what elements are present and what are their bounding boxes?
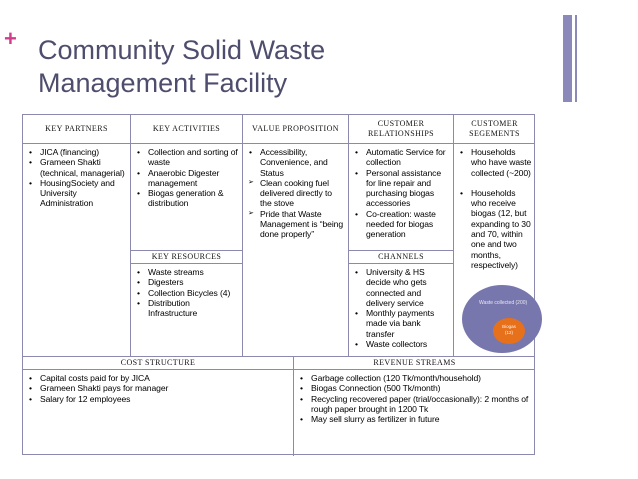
key-activities-item: • Biogas generation & distribution — [136, 188, 239, 209]
key-resources-item: • Digesters — [136, 277, 239, 287]
key-partners-block — [23, 115, 130, 357]
cost-structure-item: • Grameen Shakti pays for manager — [28, 383, 290, 393]
key-resources-header: KEY RESOURCES — [131, 251, 242, 264]
key-activities-item: • Anaerobic Digester management — [136, 168, 239, 189]
waste-collected-label: Waste collected (200) — [479, 300, 528, 306]
key-partners-list — [23, 144, 130, 209]
customer-relationships-item: • Automatic Service for collection — [354, 147, 450, 168]
key-resources-item: • Waste streams — [136, 267, 239, 277]
slide-title — [38, 34, 538, 100]
channels-block — [348, 250, 453, 357]
title-line-2: Management Facility — [38, 68, 288, 98]
revenue-streams-item: • Biogas Connection (500 Tk/month) — [299, 383, 532, 393]
revenue-streams-item: • Garbage collection (120 Tk/month/household) — [299, 373, 532, 383]
value-proposition-item: • Accessibility, Convenience, and Status — [248, 147, 345, 178]
value-proposition-header: VALUE PROPOSITION — [243, 115, 348, 144]
customer-segments-header: CUSTOMER SEGEMENTS — [454, 115, 535, 144]
customer-relationships-item: • Personal assistance for line repair and purchasing biogas accessories — [354, 168, 450, 209]
key-partners-item: • HousingSociety and University Administration — [28, 178, 127, 209]
customer-relationships-header: CUSTOMER RELATIONSHIPS — [349, 115, 453, 144]
biogas-bubble — [493, 318, 525, 344]
key-activities-header: KEY ACTIVITIES — [131, 115, 242, 144]
key-resources-item: • Distribution Infrastructure — [136, 298, 239, 319]
cost-structure-item: • Salary for 12 employees — [28, 394, 290, 404]
cost-structure-item: • Capital costs paid for by JICA — [28, 373, 290, 383]
revenue-streams-list — [294, 370, 535, 424]
value-proposition-item: ➢ Clean cooking fuel delivered directly to the stove — [248, 178, 345, 209]
customer-segments-list — [454, 144, 535, 270]
cost-structure-list — [23, 370, 293, 404]
revenue-streams-header: REVENUE STREAMS — [294, 357, 535, 370]
channels-list — [349, 264, 453, 349]
key-resources-item: • Collection Bicycles (4) — [136, 288, 239, 298]
value-proposition-list — [243, 144, 348, 240]
key-activities-item: • Collection and sorting of waste — [136, 147, 239, 168]
key-resources-list — [131, 264, 242, 318]
key-resources-block — [130, 250, 242, 357]
customer-segments-item: • Households who have waste collected (~200) — [459, 147, 532, 178]
cost-structure-block — [23, 357, 293, 456]
key-partners-item: • Grameen Shakti (technical, managerial) — [28, 157, 127, 178]
customer-relationships-list — [349, 144, 453, 240]
revenue-streams-item: • May sell slurry as fertilizer in future — [299, 414, 532, 424]
channels-item: • Waste collectors — [354, 339, 450, 349]
accent-bar — [563, 15, 572, 102]
key-partners-header: KEY PARTNERS — [23, 115, 130, 144]
key-activities-list — [131, 144, 242, 209]
customer-segments-item: • Households who receive biogas (12, but expanding to 30 and 70, within one and two months, respectively) — [459, 188, 532, 270]
cost-structure-header: COST STRUCTURE — [23, 357, 293, 370]
biogas-label: Biogas (12) — [502, 324, 516, 335]
channels-item: • Monthly payments made via bank transfer — [354, 308, 450, 339]
title-line-1: Community Solid Waste — [38, 35, 326, 65]
revenue-streams-block — [293, 357, 535, 456]
channels-header: CHANNELS — [349, 251, 453, 264]
accent-bar-thin — [575, 15, 577, 102]
customer-relationships-item: • Co-creation: waste needed for biogas generation — [354, 209, 450, 240]
customer-relationships-block — [348, 115, 453, 250]
key-partners-item: • JICA (financing) — [28, 147, 127, 157]
value-proposition-block — [242, 115, 348, 357]
business-model-canvas — [22, 114, 535, 455]
channels-item: • University & HS decide who gets connected and delivery service — [354, 267, 450, 308]
value-proposition-item: ➢ Pride that Waste Management is “being done properly” — [248, 209, 345, 240]
plus-icon: + — [4, 26, 17, 51]
revenue-streams-item: • Recycling recovered paper (trial/occasionally): 2 months of rough paper brought in 1200 Tk — [299, 394, 532, 415]
key-activities-block — [130, 115, 242, 250]
